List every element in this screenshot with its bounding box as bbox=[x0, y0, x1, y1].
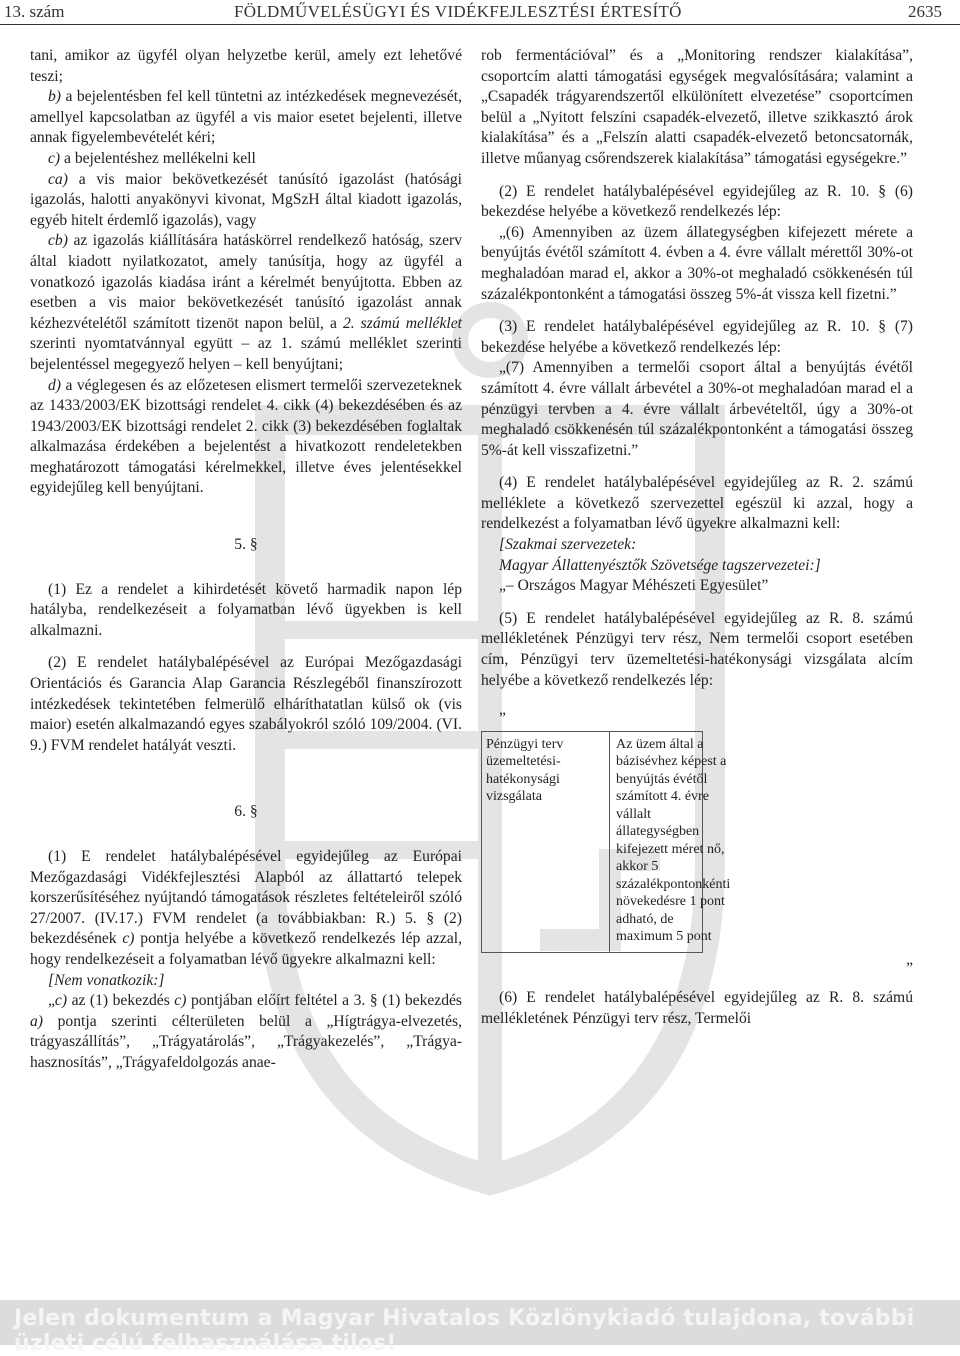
bracket-note-text: [Nem vonatkozik:] bbox=[48, 971, 165, 989]
point-label: ca) bbox=[48, 170, 68, 188]
bracket-note bbox=[30, 971, 462, 992]
paragraph bbox=[30, 991, 462, 1073]
running-header bbox=[0, 0, 960, 25]
paragraph bbox=[30, 87, 462, 149]
point-label: a) bbox=[30, 1012, 43, 1030]
bracket-note-text: [Szakmai szervezetek: bbox=[499, 536, 637, 554]
point-label: c) bbox=[54, 992, 68, 1010]
paragraph-text: a bejelentéshez mellékelni kell bbox=[60, 149, 256, 167]
paragraph: „(6) Amennyiben az üzem állategységben kifejezett mérete a benyújtás évétől számított 4. évben a 4. évre vállalt mérettől 30%-ot meghaladóan marad el, akkor a 30%-ot meghaladó csökkenésén túl százalékpontonként a támogatási összeg 5%-át vissza kell fizetni.” bbox=[481, 223, 913, 303]
scoring-table bbox=[481, 731, 731, 953]
paragraph: (5) E rendelet hatálybalépésével egyidejűleg az R. 8. számú mellékletének Pénzügyi terv rész, Nem termelői csoport esetében cím, Pénzügyi terv üzemeltetési-hatékonysági vizsgálata alcím helyébe a következő rendelkezés lép: bbox=[481, 609, 913, 689]
right-column bbox=[481, 46, 913, 1030]
paragraph-text: pontja helyébe a következő rendelkezés lép azzal, hogy rendelkezéseit a folyamatban lévő ügyekre alkalmazni kell: bbox=[30, 930, 463, 968]
paragraph-text: szerinti nyomtatvánnyal együtt – az 1. számú melléklet szerinti bejelentéssel megegyező helyen – kell benyújtani; bbox=[30, 335, 462, 373]
journal-title: FÖLDMŰVELÉSÜGYI ÉS VIDÉKFEJLESZTÉSI ÉRTESÍTŐ bbox=[234, 2, 682, 21]
bracket-note-text: Magyar Állattenyésztők Szövetsége tagszervezetei:] bbox=[499, 556, 821, 574]
paragraph bbox=[30, 231, 462, 375]
bracket-note bbox=[481, 556, 913, 577]
table-cell-score: Az üzem által a bázisévhez képest a benyújtás évétől számított 4. évre vállalt állategységben kifejezett méret nő, akkor 5 százalékpontonkénti növekedésre 1 pont adható, de maximum 5 pont bbox=[616, 736, 731, 945]
paragraph bbox=[30, 170, 462, 232]
issue-number: 13. szám bbox=[4, 2, 65, 21]
paragraph: „(7) Amennyiben a termelői csoport által a benyújtás évétől számított 4. évre vállalt árbevétel a 30%-ot meghaladóan marad el a pénzügyi tervben a 4. évre vállalt árbevételtől, úgy a 30%-ot meghaladó csökkenésén túl százalékpontonként a támogatási összeg 5%-át kell visszafizetni.” bbox=[481, 359, 913, 459]
paragraph: (3) E rendelet hatálybalépésével egyidejűleg az R. 10. § (7) bekezdése helyébe a következő rendelkezés lép: bbox=[481, 318, 913, 356]
quote-mark: „ bbox=[48, 992, 55, 1010]
paragraph: (2) E rendelet hatálybalépésével az Európai Mezőgazdasági Orientációs és Garancia Alap Garancia Részlegéből finanszírozott intézkedések tekintetében felmerülő elháríthatatlan külső ok (vis maior) esetén alkalmazandó egyes szabályokról szóló 109/2004. (VI. 9.) FVM rendelet hatályát veszti. bbox=[30, 654, 462, 754]
table-cell-criterion: Pénzügyi terv üzemeltetési-hatékonysági vizsgálata bbox=[482, 732, 610, 952]
section-heading-5: 5. § bbox=[234, 536, 258, 554]
paragraph: „– Országos Magyar Méhészeti Egyesület” bbox=[499, 577, 769, 595]
paragraph-text: pontja szerinti célterületen belül a „Hígtrágya-elvezetés, trágyaszállítás”, „Trágyatárolás”, „Trágyakezelés”, „Trágya-hasznosítás”, „Trágyafeldolgozás anae- bbox=[30, 1012, 462, 1071]
footer-watermark bbox=[0, 1300, 960, 1356]
paragraph-text: a véglegesen és az előzetesen elismert termelői szervezeteknek az 1433/2003/EK bizottsági rendelet 4. cikk (4) bekezdésében és az 1943/2003/EK bizottsági rendelet 2. cikk (3) bekezdésében foglaltak alkalmazása érdekében a bejelentést a hivatkozott rendeletekben meghatározott támogatási kérelmekkel, illetve éves jelentésekkel egyidejűleg kell benyújtani. bbox=[30, 376, 462, 497]
paragraph: (4) E rendelet hatálybalépésével egyidejűleg az R. 2. számú melléklete a következő szervezettel egészül ki azzal, hogy a rendelkezést a folyamatban lévő ügyekre alkalmazni kell: bbox=[481, 474, 913, 533]
point-label: c) bbox=[122, 930, 135, 948]
point-label: c) bbox=[48, 149, 61, 167]
paragraph bbox=[30, 847, 462, 971]
watermark-text: Jelen dokumentum a Magyar Hivatalos Közlönykiadó tulajdona, további üzleti célú felhasználása tilos! bbox=[14, 1306, 915, 1356]
paragraph: (2) E rendelet hatálybalépésével egyidejűleg az R. 10. § (6) bekezdése helyébe a következő rendelkezés lép: bbox=[481, 182, 913, 221]
paragraph-text: (1) E rendelet hatálybalépésével egyidejűleg az Európai Mezőgazdasági Vidékfejlesztési Alapból az állattartó telepek korszerűsítéséhez nyújtandó támogatások részletes feltételeiről szóló 27/2007. (IV.17.) FVM rendelet (a továbbiakban: R.) 5. § (2) bekezdésének bbox=[30, 848, 462, 948]
paragraph-text: az (1) bekezdés bbox=[67, 992, 175, 1010]
point-label: cb) bbox=[48, 232, 68, 250]
point-label: b) bbox=[48, 88, 61, 106]
bracket-note bbox=[481, 535, 913, 556]
paragraph: tani, amikor az ügyfél olyan helyzetbe kerül, amely ezt lehetővé teszi; bbox=[30, 47, 462, 85]
paragraph bbox=[30, 376, 462, 500]
quote-mark: ” bbox=[906, 959, 913, 977]
quote-mark: „ bbox=[499, 701, 506, 719]
left-column bbox=[30, 46, 462, 1074]
paragraph-text: a vis maior bekövetkezését tanúsító igazolást (hatósági igazolás, halotti anyakönyvi kivonat, MgSzH által kiadott igazolás, egyéb hitelt érdemlő igazolás), vagy bbox=[30, 170, 462, 229]
annex-reference: 2. számú melléklet bbox=[342, 314, 462, 332]
paragraph-text: az igazolás kiállítására hatáskörrel rendelkező hatóság, szerv által kiadott nyilatkozatot, amely tanúsítja, hogy az ügyfél a vonatkozó igazolás kiadása iránt a kérelmét benyújtotta. Ebben az esetben a vis maior bekövetkezését tanúsító igazolást annak kézhezvételétől számított tizenöt napon belül, a bbox=[30, 232, 462, 332]
point-label: d) bbox=[48, 376, 61, 394]
paragraph-text: a bejelentésben fel kell tüntetni az intézkedések megnevezését, amellyel kapcsolatban az ügyfél a vis maior esetet bejelenti, illetve annak figyelembevételét kéri; bbox=[30, 88, 462, 147]
paragraph: (1) Ez a rendelet a kihirdetését követő harmadik napon lép hatályba, rendelkezéseit a folyamatban lévő ügyekben is kell alkalmazni. bbox=[30, 580, 462, 639]
section-heading-6: 6. § bbox=[234, 803, 258, 821]
paragraph bbox=[30, 149, 462, 170]
paragraph: (6) E rendelet hatálybalépésével egyidejűleg az R. 8. számú mellékletének Pénzügyi terv rész, Termelői bbox=[481, 989, 913, 1027]
paragraph: rob fermentációval” és a „Monitoring rendszer kialakítása”, csoportcím alatti támogatási egységek megvalósítására; valamint a „Csapadék trágyarendszertől elkülönített elvezetése” csoportcímen belül a „Nyitott felszíni csapadék-elvezető, illetve szikkasztó árok kialakítása” és a „Felszín alatti csapadék-elvezető betoncsatornák, illetve műanyag csőrendszerek kialakítása” támogatási egységekre.” bbox=[481, 47, 913, 167]
paragraph-text: pontjában előírt feltétel a 3. § (1) bekezdés bbox=[186, 992, 462, 1010]
point-label: c) bbox=[174, 992, 187, 1010]
page-number: 2635 bbox=[908, 2, 942, 21]
